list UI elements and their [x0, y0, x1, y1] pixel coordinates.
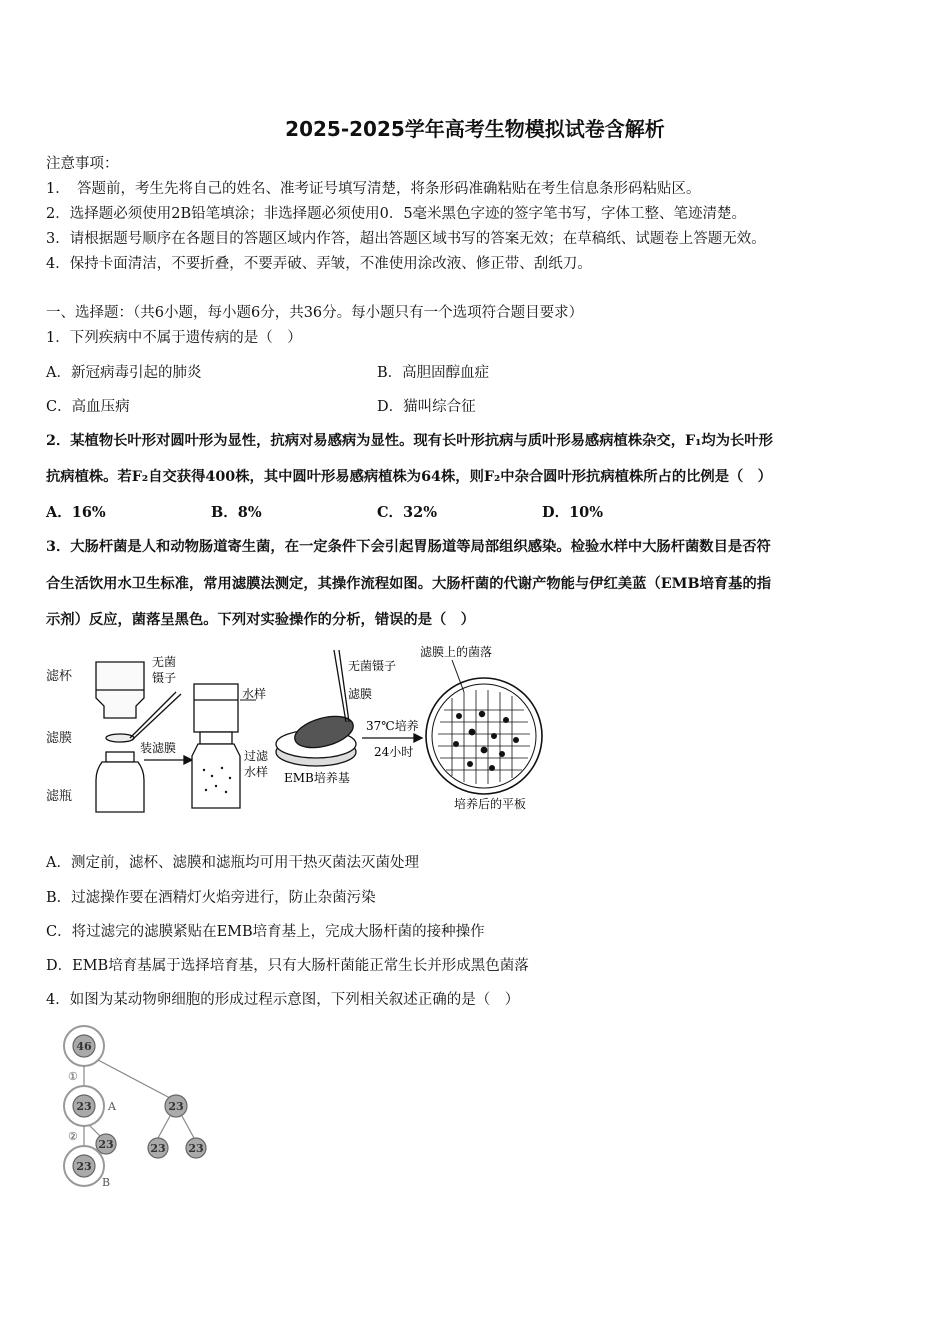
label-tweezers: 无菌	[152, 655, 177, 669]
label-cultured-plate: 培养后的平板	[454, 797, 527, 811]
q2-option-a: A．16%	[46, 504, 106, 521]
notice-item-2: 2．选择题必须使用2B铅笔填涂；非选择题必须使用0．5毫米黑色字迹的签字笔书写，字体工整、笔迹清楚。	[46, 206, 747, 222]
q4-stem: 4．如图为某动物卵细胞的形成过程示意图，下列相关叙述正确的是（ ）	[46, 992, 520, 1008]
notice-heading: 注意事项：	[46, 156, 119, 172]
q4-figure	[58, 1022, 218, 1192]
label-b: B	[102, 1176, 111, 1189]
label-water-sample: 水样	[242, 687, 267, 701]
label-filter-membrane: 滤膜	[46, 731, 73, 746]
q1-stem: 1．下列疾病中不属于遗传病的是（ ）	[46, 330, 302, 346]
q3-stem-line1: 3．大肠杆菌是人和动物肠道寄生菌，在一定条件下会引起胃肠道等局部组织感染。检验水样中大肠杆菌数目是否符	[46, 539, 771, 555]
notice-item-4: 4．保持卡面清洁，不要折叠，不要弄破、弄皱，不准使用涂改液、修正带、刮纸刀。	[46, 256, 592, 272]
q3-option-b: B．过滤操作要在酒精灯火焰旁进行，防止杂菌污染	[46, 890, 376, 906]
cell-46-label: 46	[76, 1040, 92, 1053]
cell-a-label: 23	[76, 1100, 92, 1113]
cell-2-label: 23	[168, 1100, 184, 1113]
label-tweezers-2: 无菌镊子	[348, 659, 397, 673]
notice-item-3: 3．请根据题号顺序在各题目的答题区域内作答，超出答题区域书写的答案无效；在草稿纸、试题卷上答题无效。	[46, 231, 766, 247]
label-emb-medium: EMB培养基	[284, 771, 350, 785]
cell-5-label: 23	[98, 1138, 114, 1151]
page-title: 2025-2025学年高考生物模拟试卷含解析	[285, 117, 665, 141]
q3-stem-line3: 示剂）反应，菌落呈黑色。下列对实验操作的分析，错误的是（ ）	[46, 612, 475, 628]
step-2-label: ②	[68, 1130, 78, 1143]
q2-option-c: C．32%	[377, 504, 437, 521]
q2-stem-line1: 2．某植物长叶形对圆叶形为显性，抗病对易感病为显性。现有长叶形抗病与质叶形易感病植株杂交，F₁均为长叶形	[46, 433, 773, 449]
label-incubation: 37℃培养	[366, 719, 419, 733]
q1-option-c: C．高血压病	[46, 399, 130, 415]
label-incubation-time: 24小时	[374, 745, 414, 759]
cell-b-label: 23	[76, 1160, 92, 1173]
label-filter-water: 过滤	[244, 749, 269, 763]
q3-stem-line2: 合生活饮用水卫生标准，常用滤膜法测定，其操作流程如图。大肠杆菌的代谢产物能与伊红美蓝（EMB培育基的指	[46, 576, 772, 592]
q3-option-a: A．测定前，滤杯、滤膜和滤瓶均可用干热灭菌法灭菌处理	[46, 855, 419, 871]
label-a: A	[108, 1100, 116, 1113]
cell-4-label: 23	[188, 1142, 204, 1155]
q3-figure	[44, 640, 564, 820]
label-install-membrane: 装滤膜	[140, 741, 177, 755]
q3-option-c: C．将过滤完的滤膜紧贴在EMB培育基上，完成大肠杆菌的接种操作	[46, 924, 485, 940]
cell-3-label: 23	[150, 1142, 166, 1155]
q1-option-d: D．猫叫综合征	[377, 399, 476, 415]
q2-option-b: B．8%	[211, 504, 262, 521]
notice-item-1: 1． 答题前，考生先将自己的姓名、准考证号填写清楚，将条形码准确粘贴在考生信息条形码粘贴区。	[46, 181, 701, 197]
section-heading: 一、选择题：（共6小题，每小题6分，共36分。每小题只有一个选项符合题目要求）	[46, 305, 584, 321]
svg-text:镊子: 镊子	[152, 671, 177, 685]
svg-text:水样: 水样	[244, 765, 269, 779]
label-membrane-2: 滤膜	[348, 687, 373, 701]
label-filter-flask: 滤瓶	[46, 789, 73, 804]
step-1-label: ①	[68, 1070, 78, 1083]
q3-option-d: D．EMB培育基属于选择培育基，只有大肠杆菌能正常生长并形成黑色菌落	[46, 958, 529, 974]
label-filter-cup: 滤杯	[46, 669, 73, 684]
q2-stem-line2: 抗病植株。若F₂自交获得400株，其中圆叶形易感病植株为64株，则F₂中杂合圆叶形抗病植株所占的比例是（ ）	[46, 469, 772, 485]
q1-option-a: A．新冠病毒引起的肺炎	[46, 365, 202, 381]
q2-option-d: D．10%	[542, 504, 604, 521]
label-colonies: 滤膜上的菌落	[420, 645, 493, 659]
q1-option-b: B．高胆固醇血症	[377, 365, 490, 381]
